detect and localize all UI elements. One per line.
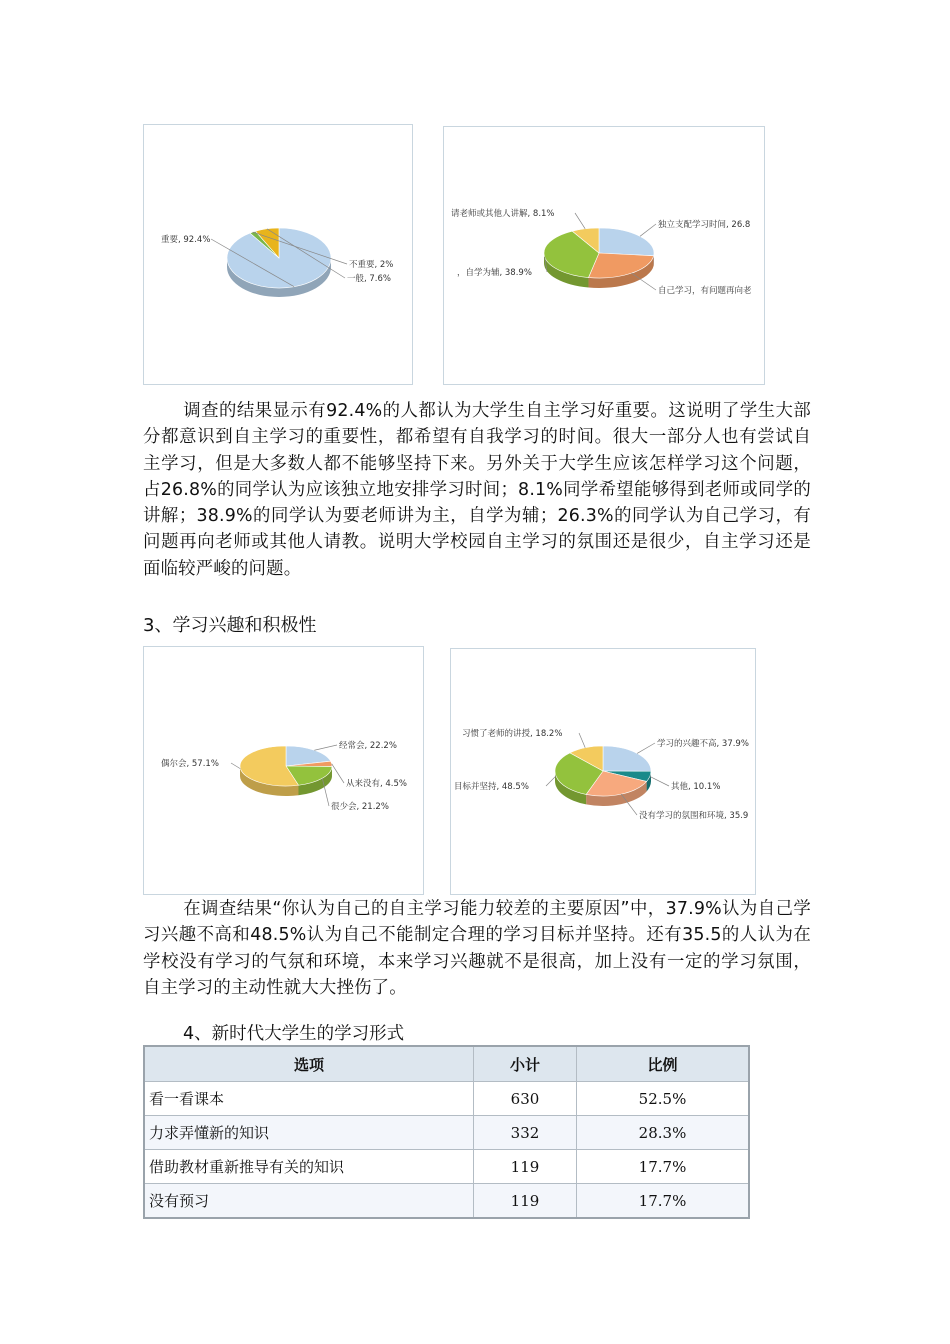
paragraph-importance-analysis: [143, 398, 811, 582]
study-form-table: [143, 1045, 750, 1219]
table-cell-ratio: 17.7%: [577, 1150, 750, 1184]
pie-slice-label: 不重要, 2%: [349, 260, 394, 270]
section-heading-4: 4、新时代大学生的学习形式: [183, 1024, 405, 1044]
table-cell-subtotal: 119: [474, 1184, 577, 1219]
table-cell-ratio: 52.5%: [577, 1082, 750, 1116]
pie-slice-label: 重要, 92.4%: [161, 235, 211, 245]
pie-leader-line: [332, 764, 344, 783]
pie-chart-reasons: [450, 648, 756, 895]
header-ratio: 比例: [577, 1046, 750, 1082]
pie-slice-label: 独立支配学习时间, 26.8: [658, 220, 751, 230]
table-cell-option: 看一看课本: [144, 1082, 474, 1116]
pie-chart-importance-svg: [144, 125, 413, 385]
table-row: [144, 1116, 749, 1150]
table-cell-ratio: 28.3%: [577, 1116, 750, 1150]
pie-slice-label: 目标并坚持, 48.5%: [454, 782, 529, 792]
table-row: [144, 1184, 749, 1219]
table-header-row: [144, 1046, 749, 1082]
header-option: 选项: [144, 1046, 474, 1082]
pie-leader-line: [579, 733, 585, 748]
paragraph-reasons-analysis: [143, 896, 811, 1001]
pie-slice-label: 一般, 7.6%: [347, 274, 391, 284]
pie-chart-reasons-svg: [451, 649, 756, 895]
pie-slice-label: ，自学为辅, 38.9%: [457, 268, 532, 278]
pie-chart-study-method: [443, 126, 765, 385]
pie-leader-line: [650, 776, 669, 786]
pie-leader-line: [640, 224, 656, 236]
pie-leader-line: [231, 763, 240, 769]
pie-slice-label: 从来没有, 4.5%: [346, 779, 407, 789]
pie-slice-label: 很少会, 21.2%: [331, 802, 389, 812]
section-heading-3: 3、学习兴趣和积极性: [143, 615, 317, 636]
pie-slice-label: 其他, 10.1%: [671, 782, 721, 792]
paragraph-reasons-text: 在调查结果“你认为自己的自主学习能力较差的主要原因”中，37.9%认为自己学习兴趣不高和48.5%认为自己不能制定合理的学习目标并坚持。还有35.5的人认为在学校没有学习的气氛和环境，本来学习兴趣就不是很高，加上没有一定的学习氛围，自主学习的主动性就大大挫伤了。: [143, 899, 811, 998]
table-row: [144, 1082, 749, 1116]
pie-slice-label: 习惯了老师的讲授, 18.2%: [462, 729, 563, 739]
pie-slice-label: 请老师或其他人讲解, 8.1%: [451, 209, 555, 219]
pie-slice-label: 自己学习，有问题再向老: [658, 286, 752, 296]
pie-leader-line: [637, 743, 655, 753]
header-subtotal: 小计: [474, 1046, 577, 1082]
paragraph-importance-text: 调查的结果显示有92.4%的人都认为大学生自主学习好重要。这说明了学生大部分都意识到自主学习的重要性，都希望有自我学习的时间。很大一部分人也有尝试自主学习，但是大多数人都不能够坚持下来。另外关于大学生应该怎样学习这个问题，占26.8%的同学认为应该独立地安排学习时间；8.1%同学希望能够得到老师或同学的讲解；38.9%的同学认为要老师讲为主，自学为辅；26.3%的同学认为自己学习，有问题再向老师或其他人请教。说明大学校园自主学习的氛围还是很少，自主学习还是面临较严峻的问题。: [143, 401, 811, 579]
pie-slice-label: 没有学习的氛围和环境, 35.9: [639, 811, 749, 821]
pie-leader-line: [546, 776, 556, 786]
pie-leader-line: [314, 745, 337, 750]
pie-chart-study-method-svg: [444, 127, 765, 385]
table-cell-ratio: 17.7%: [577, 1184, 750, 1219]
table-row: [144, 1150, 749, 1184]
table-cell-subtotal: 630: [474, 1082, 577, 1116]
pie-leader-line: [575, 213, 585, 229]
table-cell-option: 没有预习: [144, 1184, 474, 1219]
pie-chart-frequency-svg: [144, 647, 424, 895]
pie-chart-importance: [143, 124, 413, 385]
table-cell-option: 借助教材重新推导有关的知识: [144, 1150, 474, 1184]
pie-slice-label: 偶尔会, 57.1%: [161, 759, 219, 769]
table-cell-option: 力求弄懂新的知识: [144, 1116, 474, 1150]
table-cell-subtotal: 119: [474, 1150, 577, 1184]
pie-slice-label: 经常会, 22.2%: [339, 741, 397, 751]
pie-slice-label: 学习的兴趣不高, 37.9%: [657, 739, 749, 749]
table-cell-subtotal: 332: [474, 1116, 577, 1150]
pie-chart-frequency: [143, 646, 424, 895]
